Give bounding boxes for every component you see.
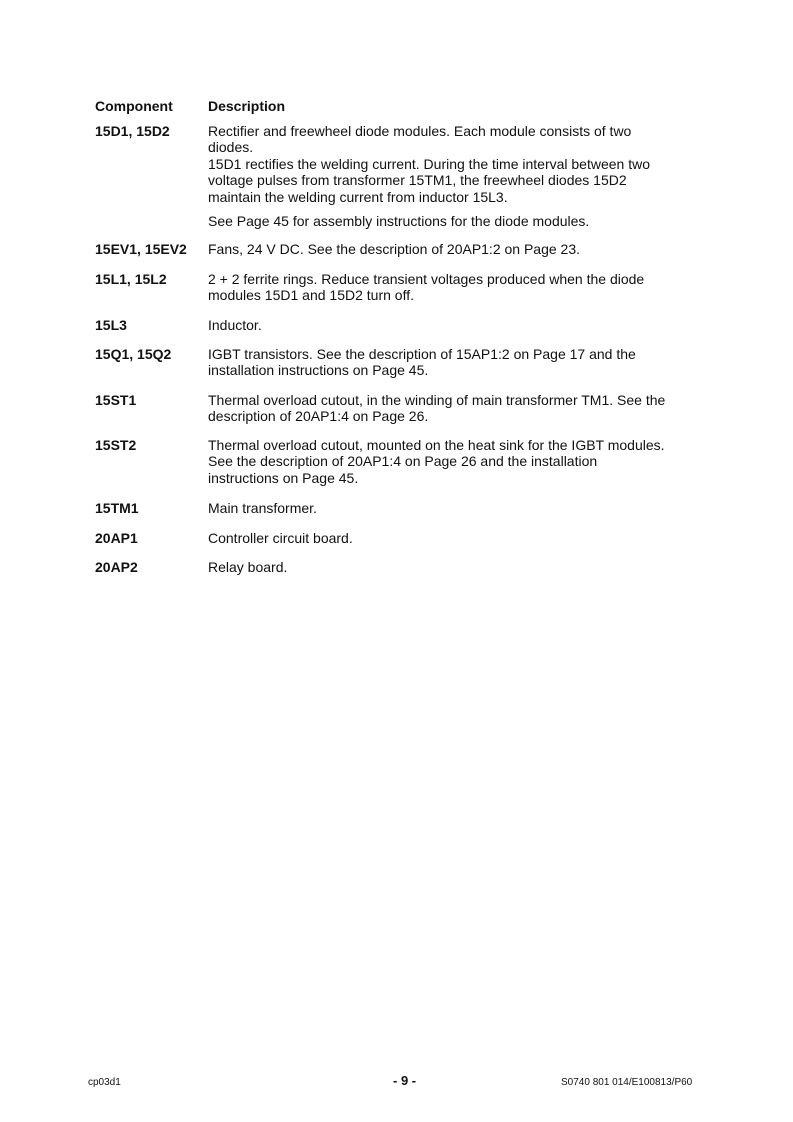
component-description (208, 530, 700, 546)
footer-page-number: - 9 - (393, 1073, 417, 1088)
description-paragraph: Relay board. (208, 559, 288, 575)
header-component: Component (95, 98, 173, 114)
component-id: 20AP1 (95, 530, 138, 546)
component-description (208, 271, 700, 304)
description-paragraph: IGBT transistors. See the description of 15AP1:2 on Page 17 and the installation instructions on Page 45. (208, 346, 636, 379)
description-paragraph: Controller circuit board. (208, 530, 353, 546)
footer-document-code: cp03d1 (88, 1077, 121, 1088)
component-id: 15Q1, 15Q2 (95, 346, 172, 362)
description-paragraph: Fans, 24 V DC. See the description of 20AP1:2 on Page 23. (208, 241, 581, 257)
component-description (208, 123, 700, 229)
description-paragraph: Main transformer. (208, 500, 317, 516)
component-id: 20AP2 (95, 559, 138, 575)
component-id: 15TM1 (95, 500, 139, 516)
component-description (208, 241, 700, 257)
footer-reference: S0740 801 014/E100813/P60 (561, 1077, 693, 1088)
description-paragraph: Rectifier and freewheel diode modules. Each module consists of two diodes. 15D1 rectifies the welding current. During the time interval between two voltage pulses from transformer 15TM1, the freewheel diodes 15D2 maintain the welding current from inductor 15L3. (208, 123, 650, 205)
component-id: 15ST2 (95, 437, 137, 453)
component-id: 15D1, 15D2 (95, 123, 170, 139)
component-description (208, 437, 700, 486)
component-description (208, 346, 700, 379)
component-description (208, 392, 700, 425)
description-paragraph: 2 + 2 ferrite rings. Reduce transient voltages produced when the diode modules 15D1 and 15D2 turn off. (208, 271, 645, 304)
component-id: 15EV1, 15EV2 (95, 241, 187, 257)
component-description (208, 317, 700, 333)
description-paragraph: Thermal overload cutout, in the winding of main transformer TM1. See the description of 20AP1:4 on Page 26. (208, 392, 666, 425)
component-id: 15L3 (95, 317, 127, 333)
description-paragraph: Inductor. (208, 317, 262, 333)
component-description (208, 500, 700, 516)
header-description: Description (208, 98, 286, 114)
component-description (208, 559, 700, 575)
component-id: 15ST1 (95, 392, 137, 408)
description-paragraph: Thermal overload cutout, mounted on the heat sink for the IGBT modules. See the description of 20AP1:4 on Page 26 and the installation instructions on Page 45. (208, 437, 665, 486)
component-id: 15L1, 15L2 (95, 271, 167, 287)
description-paragraph: See Page 45 for assembly instructions for the diode modules. (208, 213, 590, 230)
